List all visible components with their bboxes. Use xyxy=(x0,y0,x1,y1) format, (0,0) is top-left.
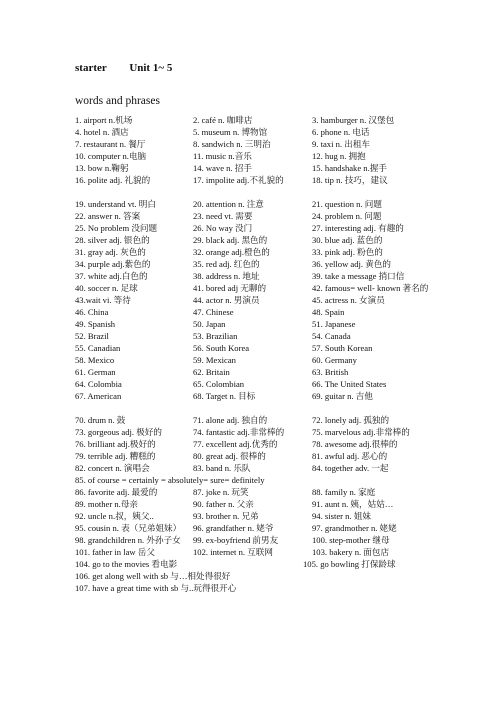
vocab-entry: 80. great adj. 很棒的 xyxy=(193,451,266,461)
vocab-entry: 57. South Korean xyxy=(312,343,373,353)
vocab-entry: 54. Canada xyxy=(312,331,351,341)
vocab-entry: 31. gray adj. 灰色的 xyxy=(75,247,146,257)
vocab-entry: 37. white adj.白色的 xyxy=(75,271,148,281)
vocab-entry: 81. awful adj. 恶心的 xyxy=(312,451,388,461)
vocab-entry: 68. Target n. 目标 xyxy=(193,391,256,401)
vocab-entry: 27. interesting adj. 有趣的 xyxy=(312,223,404,233)
vocab-entry: 70. drum n. 鼓 xyxy=(75,415,126,425)
header-starter: starter xyxy=(75,62,107,74)
vocab-entry: 8. sandwich n. 三明治 xyxy=(193,139,271,149)
vocab-entry: 26. No way 没门 xyxy=(193,223,253,233)
vocab-entry: 74. fantastic adj.非常棒的 xyxy=(193,427,285,437)
vocab-entry: 65. Colombian xyxy=(193,379,245,389)
vocab-row xyxy=(75,114,435,126)
vocab-entry: 102. internet n. 互联网 xyxy=(193,547,273,557)
vocab-entry: 34. purple adj.紫色的 xyxy=(75,259,151,269)
vocab-row xyxy=(75,498,435,510)
vocab-entry: 23. need vt. 需要 xyxy=(193,211,253,221)
vocab-entry: 36. yellow adj. 黄色的 xyxy=(312,259,392,269)
vocab-entry: 15. handshake n.握手 xyxy=(312,163,387,173)
vocab-entry: 16. polite adj. 礼貌的 xyxy=(75,175,151,185)
vocab-entry: 97. grandmother n. 姥姥 xyxy=(312,523,397,533)
vocab-entry: 10. computer n.电脑 xyxy=(75,151,147,161)
vocab-entry: 46. China xyxy=(75,307,109,317)
vocab-entry: 90. father n. 父亲 xyxy=(193,499,254,509)
vocab-entry: 11. music n.音乐 xyxy=(193,151,252,161)
vocab-row xyxy=(75,210,435,222)
vocab-entry: 43.wait vi. 等待 xyxy=(75,295,131,305)
vocab-row xyxy=(75,582,435,594)
vocab-entry: 101. father in law 岳父 xyxy=(75,547,155,557)
vocab-entry: 63. British xyxy=(312,367,349,377)
vocab-entry: 59. Mexican xyxy=(193,355,236,365)
vocab-row xyxy=(75,366,435,378)
vocab-entry: 94. sister n. 姐妹 xyxy=(312,511,371,521)
vocab-entry: 77. excellent adj.优秀的 xyxy=(193,439,278,449)
vocab-entry: 55. Canadian xyxy=(75,343,121,353)
vocab-entry: 93. brother n. 兄弟 xyxy=(193,511,259,521)
vocab-entry: 61. German xyxy=(75,367,116,377)
vocab-entry: 72. lonely adj. 孤独的 xyxy=(312,415,390,425)
vocab-entry: 25. No problem 没问题 xyxy=(75,223,158,233)
vocab-entry: 4. hotel n. 酒店 xyxy=(75,127,129,137)
vocab-entry: 5. museum n. 博物馆 xyxy=(193,127,268,137)
vocab-entry: 39. take a message 捎口信 xyxy=(312,271,405,281)
vocab-row xyxy=(75,558,435,570)
vocabulary-list xyxy=(75,114,435,594)
vocab-entry: 89. mother n.母亲 xyxy=(75,499,139,509)
vocab-entry: 6. phone n. 电话 xyxy=(312,127,370,137)
vocab-entry: 28. silver adj. 银色的 xyxy=(75,235,150,245)
vocab-entry: 22. answer n. 答案 xyxy=(75,211,141,221)
vocab-entry: 52. Brazil xyxy=(75,331,109,341)
vocab-entry: 56. South Korea xyxy=(193,343,250,353)
vocab-entry: 41. bored adj 无聊的 xyxy=(193,283,267,293)
vocab-row xyxy=(75,330,435,342)
vocab-row xyxy=(75,534,435,546)
vocab-entry: 30. blue adj. 蓝色的 xyxy=(312,235,383,245)
vocab-entry: 91. aunt n. 姨，姑姑… xyxy=(312,499,394,509)
vocab-entry: 100. step-mother 继母 xyxy=(312,535,390,545)
vocab-entry: 105. go bowling 打保龄球 xyxy=(303,559,396,569)
vocab-entry: 29. black adj. 黑色的 xyxy=(193,235,268,245)
vocab-entry: 99. ex-boyfriend 前男友 xyxy=(193,535,279,545)
vocab-entry: 69. guitar n. 吉他 xyxy=(312,391,373,401)
vocab-entry: 9. taxi n. 出租车 xyxy=(312,139,371,149)
vocab-entry: 47. Chinese xyxy=(193,307,234,317)
vocab-entry: 53. Brazilian xyxy=(193,331,238,341)
vocab-entry: 66. The United States xyxy=(312,379,387,389)
vocab-entry: 48. Spain xyxy=(312,307,345,317)
vocab-row xyxy=(75,294,435,306)
vocab-entry: 96. grandfather n. 姥爷 xyxy=(193,523,274,533)
vocab-entry: 64. Colombia xyxy=(75,379,122,389)
vocab-entry: 18. tip n. 技巧，建议 xyxy=(312,175,388,185)
vocab-row xyxy=(75,174,435,198)
header-unit-range: Unit 1~ 5 xyxy=(129,62,173,74)
vocab-row xyxy=(75,438,435,450)
vocab-entry: 35. red adj. 红色的 xyxy=(193,259,260,269)
vocab-row xyxy=(75,486,435,498)
vocab-row xyxy=(75,354,435,366)
vocab-entry: 62. Britain xyxy=(193,367,230,377)
vocab-entry: 17. impolite adj.不礼貌的 xyxy=(193,175,284,185)
vocab-entry: 60. Germany xyxy=(312,355,357,365)
vocab-entry: 75. marvelous adj.非常棒的 xyxy=(312,427,410,437)
vocab-row xyxy=(75,222,435,234)
vocab-entry: 40. soccer n. 足球 xyxy=(75,283,138,293)
vocab-entry: 85. of course = certainly = absolutely= sure= definitely xyxy=(75,475,265,485)
vocab-entry: 50. Japan xyxy=(193,319,226,329)
vocab-entry: 7. restaurant n. 餐厅 xyxy=(75,139,146,149)
vocab-row xyxy=(75,426,435,438)
vocab-row xyxy=(75,450,435,462)
vocab-entry: 42. famous= well- known 著名的 xyxy=(312,283,429,293)
vocab-row xyxy=(75,522,435,534)
document-header xyxy=(75,62,172,74)
vocab-entry: 86. favorite adj. 最爱的 xyxy=(75,487,158,497)
vocab-entry: 1. airport n.机场 xyxy=(75,115,133,125)
vocab-entry: 98. grandchildren n. 外孙子女 xyxy=(75,535,181,545)
vocab-row xyxy=(75,162,435,174)
vocab-row xyxy=(75,390,435,414)
vocab-row xyxy=(75,246,435,258)
vocab-row xyxy=(75,198,435,210)
vocab-row xyxy=(75,474,435,486)
vocab-entry: 38. address n. 地址 xyxy=(193,271,260,281)
vocab-entry: 58. Mexico xyxy=(75,355,115,365)
vocab-entry: 44. actor n. 男演员 xyxy=(193,295,260,305)
vocab-entry: 79. terrible adj. 糟糕的 xyxy=(75,451,156,461)
vocab-entry: 21. question n. 问题 xyxy=(312,199,382,209)
vocab-entry: 83. band n. 乐队 xyxy=(193,463,251,473)
vocab-entry: 104. go to the movies 看电影 xyxy=(75,559,178,569)
vocab-row xyxy=(75,126,435,138)
vocab-row xyxy=(75,570,435,582)
vocab-entry: 67. American xyxy=(75,391,122,401)
vocab-entry: 84. together adv. 一起 xyxy=(312,463,389,473)
vocab-entry: 13. bow n.鞠躬 xyxy=(75,163,129,173)
vocab-entry: 49. Spanish xyxy=(75,319,116,329)
vocab-entry: 51. Japanese xyxy=(312,319,356,329)
vocab-entry: 32. orange adj.橙色的 xyxy=(193,247,270,257)
vocab-entry: 2. café n. 咖啡店 xyxy=(193,115,253,125)
vocab-entry: 73. gorgeous adj. 极好的 xyxy=(75,427,162,437)
vocab-entry: 82. concert n. 演唱会 xyxy=(75,463,150,473)
vocab-entry: 33. pink adj. 粉色的 xyxy=(312,247,383,257)
vocab-entry: 45. actress n. 女演员 xyxy=(312,295,385,305)
vocab-row xyxy=(75,150,435,162)
vocab-row xyxy=(75,378,435,390)
vocab-entry: 76. brilliant adj.极好的 xyxy=(75,439,156,449)
vocab-row xyxy=(75,462,435,474)
vocab-row xyxy=(75,342,435,354)
vocab-entry: 88. family n. 家庭 xyxy=(312,487,376,497)
vocab-row xyxy=(75,258,435,270)
vocab-entry: 95. cousin n. 表（兄弟姐妹） xyxy=(75,523,182,533)
vocab-entry: 106. get along well with sb 与…相处得很好 xyxy=(75,571,231,581)
vocab-row xyxy=(75,270,435,282)
vocab-entry: 19. understand vt. 明白 xyxy=(75,199,156,209)
vocab-row xyxy=(75,234,435,246)
vocab-entry: 103. bakery n. 面包店 xyxy=(312,547,390,557)
vocab-row xyxy=(75,414,435,426)
vocab-entry: 107. have a great time with sb 与..玩得很开心 xyxy=(75,583,237,593)
vocab-entry: 3. hamburger n. 汉堡包 xyxy=(312,115,395,125)
vocab-entry: 24. problem n. 问题 xyxy=(312,211,382,221)
vocab-row xyxy=(75,306,435,318)
vocab-entry: 12. hug n. 拥抱 xyxy=(312,151,366,161)
vocab-entry: 92. uncle n.叔，姨父.. xyxy=(75,511,154,521)
vocab-entry: 20. attention n. 注意 xyxy=(193,199,264,209)
vocab-entry: 78. awesome adj.很棒的 xyxy=(312,439,398,449)
section-title: words and phrases xyxy=(75,95,160,107)
vocab-row xyxy=(75,282,435,294)
vocab-row xyxy=(75,510,435,522)
vocab-entry: 71. alone adj. 独自的 xyxy=(193,415,268,425)
vocab-entry: 87. joke n. 玩笑 xyxy=(193,487,249,497)
vocab-row xyxy=(75,546,435,558)
vocab-entry: 14. wave n. 招手 xyxy=(193,163,252,173)
vocab-row xyxy=(75,318,435,330)
vocab-row xyxy=(75,138,435,150)
